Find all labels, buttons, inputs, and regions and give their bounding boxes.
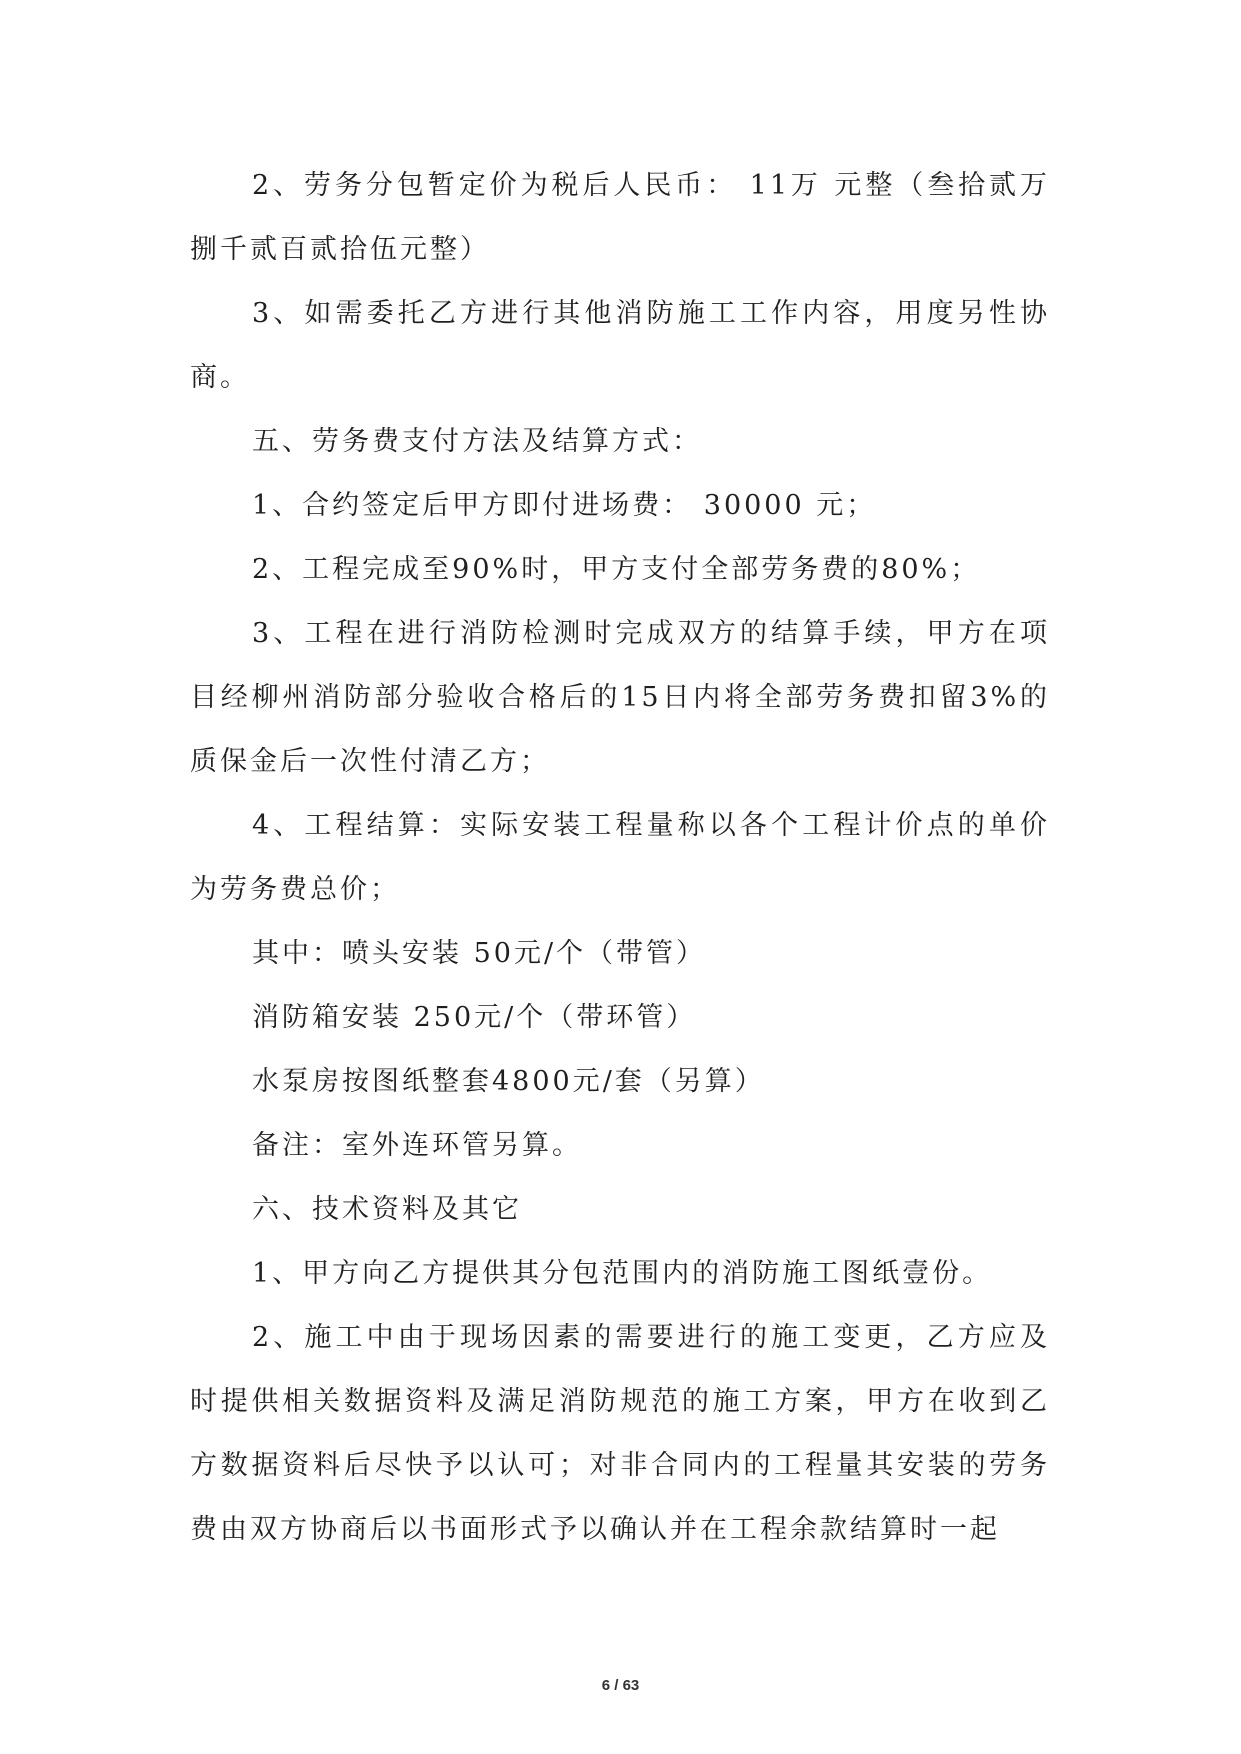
paragraph-subcontract-price: 2、劳务分包暂定价为税后人民币： 11万 元整（叁拾贰万捌千贰百贰拾伍元整）	[190, 170, 1050, 265]
section-heading-payment: 五、劳务费支付方法及结算方式：	[252, 426, 702, 457]
paragraph-construction-changes: 2、施工中由于现场因素的需要进行的施工变更，乙方应及时提供相关数据资料及满足消防规范的施工方案，甲方在收到乙方数据资料后尽快予以认可；对非合同内的工程量其安装的劳务费由双方协商后以书面形式予以确认并在工程余款结算时一起	[190, 1322, 1050, 1545]
paragraph-drawings: 1、甲方向乙方提供其分包范围内的消防施工图纸壹份。	[252, 1258, 993, 1289]
paragraph-settlement-method: 4、工程结算：实际安装工程量称以各个工程计价点的单价为劳务费总价；	[190, 810, 1050, 905]
page-number: 6 / 63	[601, 1677, 640, 1694]
paragraph-progress-payment: 2、工程完成至90%时，甲方支付全部劳务费的80%；	[252, 554, 981, 585]
price-item-pump-room: 水泵房按图纸整套4800元/套（另算）	[252, 1066, 765, 1097]
document-body	[190, 154, 1050, 1562]
paragraph-entry-fee: 1、合约签定后甲方即付进场费： 30000 元；	[252, 490, 877, 521]
paragraph-final-settlement: 3、工程在进行消防检测时完成双方的结算手续，甲方在项目经柳州消防部分验收合格后的15日内将全部劳务费扣留3%的质保金后一次性付清乙方；	[190, 618, 1050, 777]
paragraph-remark: 备注：室外连环管另算。	[252, 1130, 582, 1161]
price-item-hydrant-box: 消防箱安装 250元/个（带环管）	[252, 1002, 697, 1033]
section-heading-technical: 六、技术资料及其它	[252, 1194, 522, 1225]
price-item-sprinkler: 其中：喷头安装 50元/个（带管）	[252, 938, 707, 969]
paragraph-other-work: 3、如需委托乙方进行其他消防施工工作内容，用度另性协商。	[190, 298, 1050, 393]
